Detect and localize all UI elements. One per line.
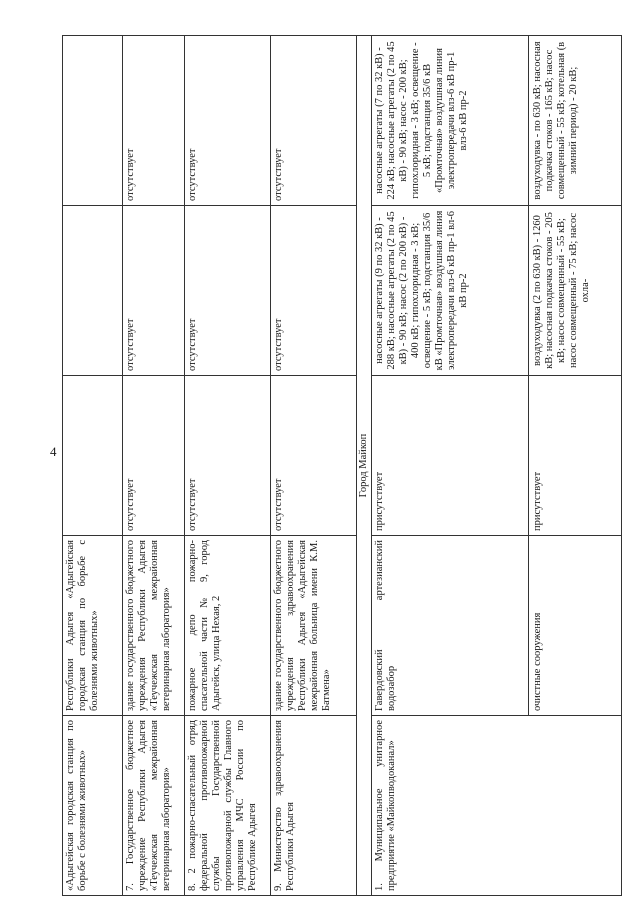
equipment-cell: отсутствует xyxy=(123,206,185,376)
other-cell: отсутствует xyxy=(271,36,357,206)
org-cell xyxy=(372,716,622,896)
equipment-text: насосные агрегаты (9 по 32 кВ) - 288 кВ; насосные агрегаты (2 по 45 кВ) - 90 кВ; насос (2 по 200 кВ) - 400 кВ; гипохлоридная - 3 кВ; освещение - 5 кВ; подстанция 35/6 кВ «Промточная» воздушная линия электропередачи влз-6 кВ пр-1 вл-6 кВ пр-2 xyxy=(374,210,469,371)
table-row xyxy=(123,36,185,896)
other-cell: отсутствует xyxy=(185,36,271,206)
object-cell: Республики Адыгея «Адыгейская городская станция по борьбе с болезнями животных» xyxy=(63,536,123,716)
object-cell xyxy=(372,536,622,716)
table-row xyxy=(185,36,271,896)
object-cell: здание государственного бюджетного учреждения Республики Адыгея «Теучежская межрайонная ветеринарная лаборатория» xyxy=(123,536,185,716)
presence-cell xyxy=(372,376,622,536)
other-cell xyxy=(372,36,622,206)
org-cell: 9. Министерство здравоохранения Республики Адыгея xyxy=(271,716,357,896)
other-cell: отсутствует xyxy=(123,36,185,206)
table-row xyxy=(271,36,357,896)
equipment-cell xyxy=(372,206,622,376)
object-text: Гавердовский артезианский водозабор xyxy=(374,540,397,711)
presence-text: присутствует xyxy=(374,471,385,531)
presence-cell: отсутствует xyxy=(185,376,271,536)
object-cell: здание государственного бюджетного учреждения здравоохранения Республики Адыгея «Адыгейская межрайонная больница имени К.М. Батмена» xyxy=(271,536,357,716)
presence-cell: отсутствует xyxy=(271,376,357,536)
org-cell: 8. 2 пожарно-спасательный отряд федеральной противопожарной службы Государственной противопожарной службы Главного управления МЧС России по Республике Адыгея xyxy=(185,716,271,896)
presence-cell xyxy=(63,376,123,536)
equipment-cell xyxy=(63,206,123,376)
rotated-table-container xyxy=(62,36,634,896)
presence-text: присутствует xyxy=(528,376,544,535)
equipment-cell: отсутствует xyxy=(185,206,271,376)
table-row xyxy=(372,36,622,896)
other-cell xyxy=(63,36,123,206)
presence-cell: отсутствует xyxy=(123,376,185,536)
section-title: Город Майкоп xyxy=(357,36,372,896)
page-number: 4 xyxy=(50,444,57,459)
equipment-cell: отсутствует xyxy=(271,206,357,376)
object-cell: пожарное депо пожарно-спасательной части № 9, город Адыгейск, улица Нехая, 2 xyxy=(185,536,271,716)
equipment-text: воздуходувка (2 по 630 кВ) - 1260 кВ; насосная подкачка стоков - 205 кВ; насос совмещенный - 55 кВ; насос совмещенный - 75 кВ; насос охла- xyxy=(528,206,592,375)
data-table xyxy=(62,35,622,896)
other-text: воздуходувка - по 630 кВ; насосная подкачка стоков - 165 кВ; насос совмещенный - 55 кВ; котельная (в зимний период) - 20 кВ; xyxy=(528,36,580,205)
table-row xyxy=(63,36,123,896)
org-cell: 7. Государственное бюджетное учреждение Республики Адыгея «Теучежская межрайонная ветеринарная лаборатория» xyxy=(123,716,185,896)
other-text: насосные агрегаты (7 по 32 кВ) - 224 кВ; насосные агрегаты (2 по 45 кВ) - 90 кВ; насос - 200 кВ; гипохлоридная - 3 кВ; освещение - 5 кВ; подстанция 35/6 кВ «Промточная» воздушная линия электропередачи влз-6 кВ пр-1 влз-6 кВ пр-2 xyxy=(374,41,469,200)
section-row xyxy=(357,36,372,896)
object-text: очистные сооружения xyxy=(528,536,544,715)
org-text: 1. Муниципальное унитарное предприятие «Майкопводоканал» xyxy=(374,720,397,891)
org-cell: «Адыгейская городская станция по борьбе с болезнями животных» xyxy=(63,716,123,896)
